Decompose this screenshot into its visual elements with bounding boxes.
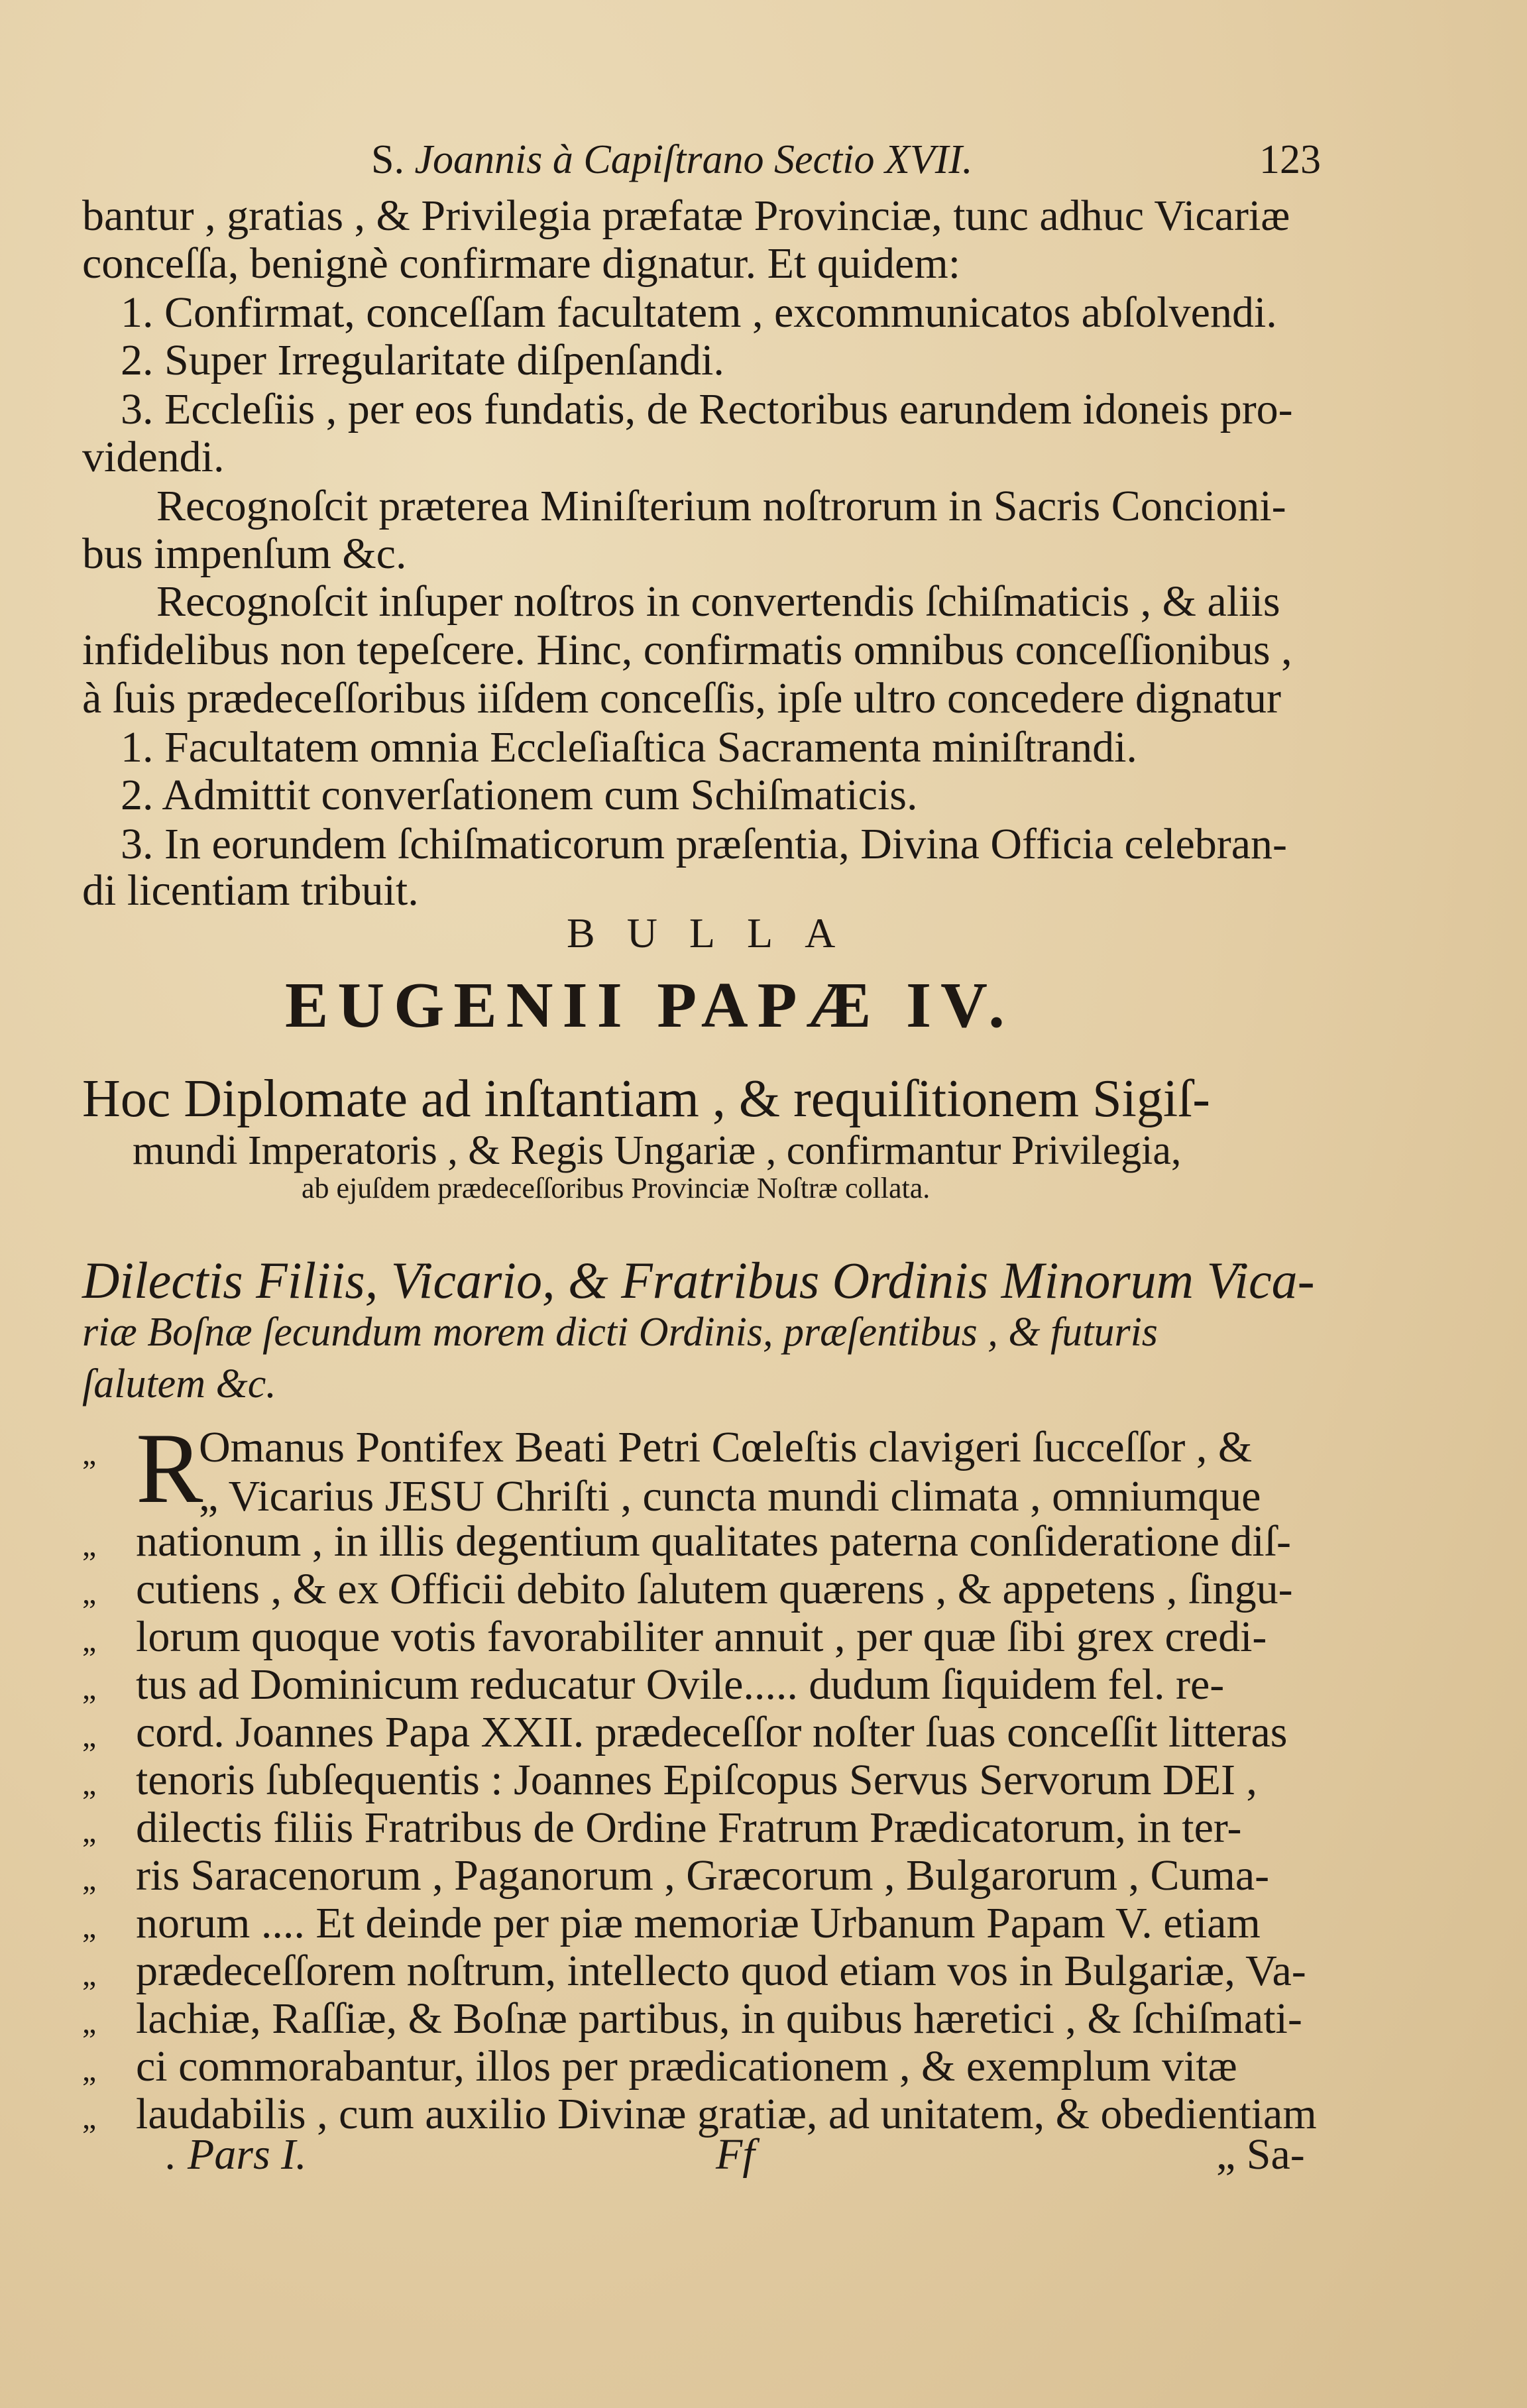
body-line: 1. Facultatem omnia Eccleſiaſtica Sacramenta miniſtrandi. bbox=[121, 723, 1137, 772]
quote-mark: „ bbox=[82, 1436, 97, 1471]
address-line: Dilectis Filiis, Vicario, & Fratribus Ordinis Minorum Vica- bbox=[82, 1251, 1315, 1309]
quote-mark: „ bbox=[82, 1623, 97, 1658]
body-line: 3. Eccleſiis , per eos fundatis, de Rectoribus earundem idoneis pro- bbox=[121, 385, 1293, 433]
quote-mark: „ bbox=[82, 1671, 97, 1706]
bulla-summary-line: mundi Imperatoris , & Regis Ungariæ , confirmantur Privilegia, bbox=[133, 1128, 1182, 1173]
body-line: videndi. bbox=[82, 433, 225, 481]
quote-mark: „ bbox=[82, 1910, 97, 1945]
body-line: di licentiam tribuit. bbox=[82, 866, 419, 915]
quote-mark: „ bbox=[82, 2053, 97, 2088]
body-line: Recognoſcit inſuper noſtros in convertendis ſchiſmaticis , & aliis bbox=[156, 577, 1280, 626]
quote-line: dilectis filiis Fratribus de Ordine Fratrum Prædicatorum, in ter- bbox=[136, 1804, 1242, 1852]
running-title bbox=[371, 136, 973, 184]
footer-catchword: „ Sa- bbox=[1216, 2130, 1305, 2179]
bulla-title: EUGENII PAPÆ IV. bbox=[285, 970, 1014, 1041]
quote-mark: „ bbox=[82, 2100, 97, 2136]
quote-line: Omanus Pontifex Beati Petri Cœleſtis clavigeri ſucceſſor , & bbox=[199, 1423, 1253, 1471]
quote-line: ris Saracenorum , Paganorum , Græcorum , Bulgarorum , Cuma- bbox=[136, 1851, 1270, 1900]
quote-line: nationum , in illis degentium qualitates paterna conſideratione diſ- bbox=[136, 1517, 1292, 1566]
body-line: à ſuis prædeceſſoribus iiſdem conceſſis, ipſe ultro concedere dignatur bbox=[82, 674, 1281, 722]
quote-line: „ Vicarius JESU Chriſti , cuncta mundi climata , omniumque bbox=[199, 1472, 1261, 1520]
body-line: bantur , gratias , & Privilegia præfatæ Provinciæ, tunc adhuc Vicariæ bbox=[82, 192, 1290, 240]
bulla-summary-line: Hoc Diplomate ad inſtantiam , & requiſitionem Sigiſ- bbox=[82, 1070, 1210, 1128]
quote-line: norum .... Et deinde per piæ memoriæ Urbanum Papam V. etiam bbox=[136, 1899, 1261, 1947]
drop-cap: R bbox=[136, 1412, 203, 1524]
body-line: Recognoſcit præterea Miniſterium noſtrorum in Sacris Concioni- bbox=[156, 482, 1286, 530]
quote-mark: „ bbox=[82, 1957, 97, 1992]
quote-mark: „ bbox=[82, 1814, 97, 1849]
quote-mark: „ bbox=[82, 1862, 97, 1897]
body-line: 3. In eorundem ſchiſmaticorum præſentia, Divina Officia celebran- bbox=[121, 820, 1287, 868]
quote-mark: „ bbox=[82, 1576, 97, 1611]
running-title-name: Joannis à Capiſtrano bbox=[414, 137, 764, 182]
quote-mark: „ bbox=[82, 1528, 97, 1563]
address-line: riæ Boſnæ ſecundum morem dicti Ordinis, præſentibus , & futuris bbox=[82, 1310, 1158, 1355]
quote-line: tus ad Dominicum reducatur Ovile..... dudum ſiquidem fel. re- bbox=[136, 1660, 1225, 1709]
quote-line: lachiæ, Raſſiæ, & Boſnæ partibus, in quibus hæretici , & ſchiſmati- bbox=[136, 1994, 1302, 2043]
footer-part: . Pars I. bbox=[166, 2130, 307, 2179]
quote-line: lorum quoque votis favorabiliter annuit , per quæ ſibi grex credi- bbox=[136, 1613, 1267, 1661]
quote-line: prædeceſſorem noſtrum, intellecto quod etiam vos in Bulgariæ, Va- bbox=[136, 1947, 1306, 1995]
body-line: 2. Admittit converſationem cum Schiſmaticis. bbox=[121, 771, 918, 819]
address-line: ſalutem &c. bbox=[82, 1361, 276, 1406]
body-line: conceſſa, benignè confirmare dignatur. Et quidem: bbox=[82, 239, 961, 288]
quote-line: tenoris ſubſequentis : Joannes Epiſcopus Servus Servorum DEI , bbox=[136, 1756, 1257, 1804]
body-line: 1. Confirmat, conceſſam facultatem , excommunicatos abſolvendi. bbox=[121, 288, 1277, 337]
bulla-summary-line: ab ejuſdem prædeceſſoribus Provinciæ Noſtræ collata. bbox=[302, 1172, 931, 1204]
quote-line: laudabilis , cum auxilio Divinæ gratiæ, ad unitatem, & obedientiam bbox=[136, 2090, 1317, 2138]
body-line: infidelibus non tepeſcere. Hinc, confirmatis omnibus conceſſionibus , bbox=[82, 626, 1292, 674]
body-line: bus impenſum &c. bbox=[82, 530, 407, 578]
quote-mark: „ bbox=[82, 1766, 97, 1802]
quote-mark: „ bbox=[82, 2005, 97, 2040]
quote-line: ci commorabantur, illos per prædicationem , & exemplum vitæ bbox=[136, 2042, 1237, 2091]
bulla-label: BULLA bbox=[567, 909, 868, 956]
running-title-section: Sectio XVII. bbox=[774, 137, 973, 182]
footer-signature: Ff bbox=[716, 2130, 755, 2179]
page-number: 123 bbox=[1259, 137, 1321, 182]
body-line: 2. Super Irregularitate diſpenſandi. bbox=[121, 336, 724, 384]
quote-line: cutiens , & ex Officii debito ſalutem quærens , & appetens , ſingu- bbox=[136, 1565, 1293, 1613]
quote-mark: „ bbox=[82, 1719, 97, 1754]
quote-line: cord. Joannes Papa XXII. prædeceſſor noſter ſuas conceſſit litteras bbox=[136, 1708, 1288, 1756]
running-title-prefix: S. bbox=[371, 137, 404, 182]
